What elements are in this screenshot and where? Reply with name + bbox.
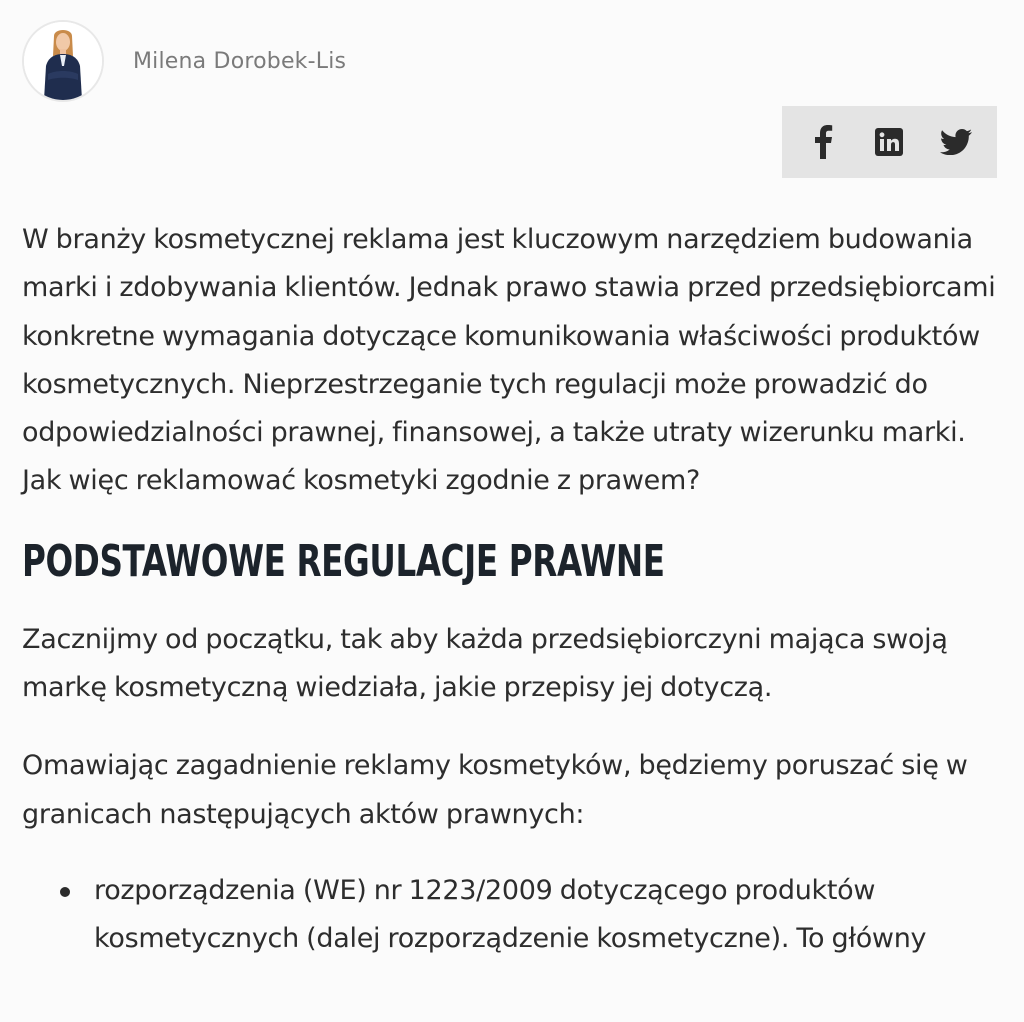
author-avatar[interactable] — [22, 20, 104, 102]
author-name[interactable]: Milena Dorobek-Lis — [133, 48, 347, 74]
list-item-text: rozporządzenia (WE) nr 1223/2009 dotyczącego produktów kosmetycznych (dalej rozporządzenie kosmetyczne). To główny — [94, 874, 927, 955]
paragraph-2: Omawiając zagadnienie reklamy kosmetyków, będziemy poruszać się w granicach następujących aktów prawnych: — [22, 750, 968, 830]
linkedin-icon — [875, 128, 903, 156]
linkedin-share-button[interactable] — [867, 120, 911, 164]
twitter-icon — [940, 129, 972, 155]
author-portrait-icon — [24, 22, 102, 100]
share-bar — [782, 106, 997, 178]
facebook-share-button[interactable] — [801, 120, 845, 164]
twitter-share-button[interactable] — [934, 120, 978, 164]
article-content — [22, 216, 1007, 964]
author-block — [22, 20, 346, 102]
list-item — [22, 867, 1007, 964]
legal-acts-list — [22, 867, 1007, 964]
facebook-icon — [813, 125, 833, 159]
intro-paragraph: W branży kosmetycznej reklama jest kluczowym narzędziem budowania marki i zdobywania klientów. Jednak prawo stawia przed przedsiębiorcami konkretne wymagania dotyczące komunikowania właściwości produktów kosmetycznych. Nieprzestrzeganie tych regulacji może prowadzić do odpowiedzialności prawnej, finansowej, a także utraty wizerunku marki. Jak więc reklamować kosmetyki zgodnie z prawem? — [22, 224, 996, 497]
bullet-icon — [60, 887, 70, 897]
section-heading: PODSTAWOWE REGULACJE PRAWNE — [22, 535, 665, 587]
paragraph-1: Zacznijmy od początku, tak aby każda przedsiębiorczyni mająca swoją markę kosmetyczną wiedziała, jakie przepisy jej dotyczą. — [22, 623, 948, 704]
